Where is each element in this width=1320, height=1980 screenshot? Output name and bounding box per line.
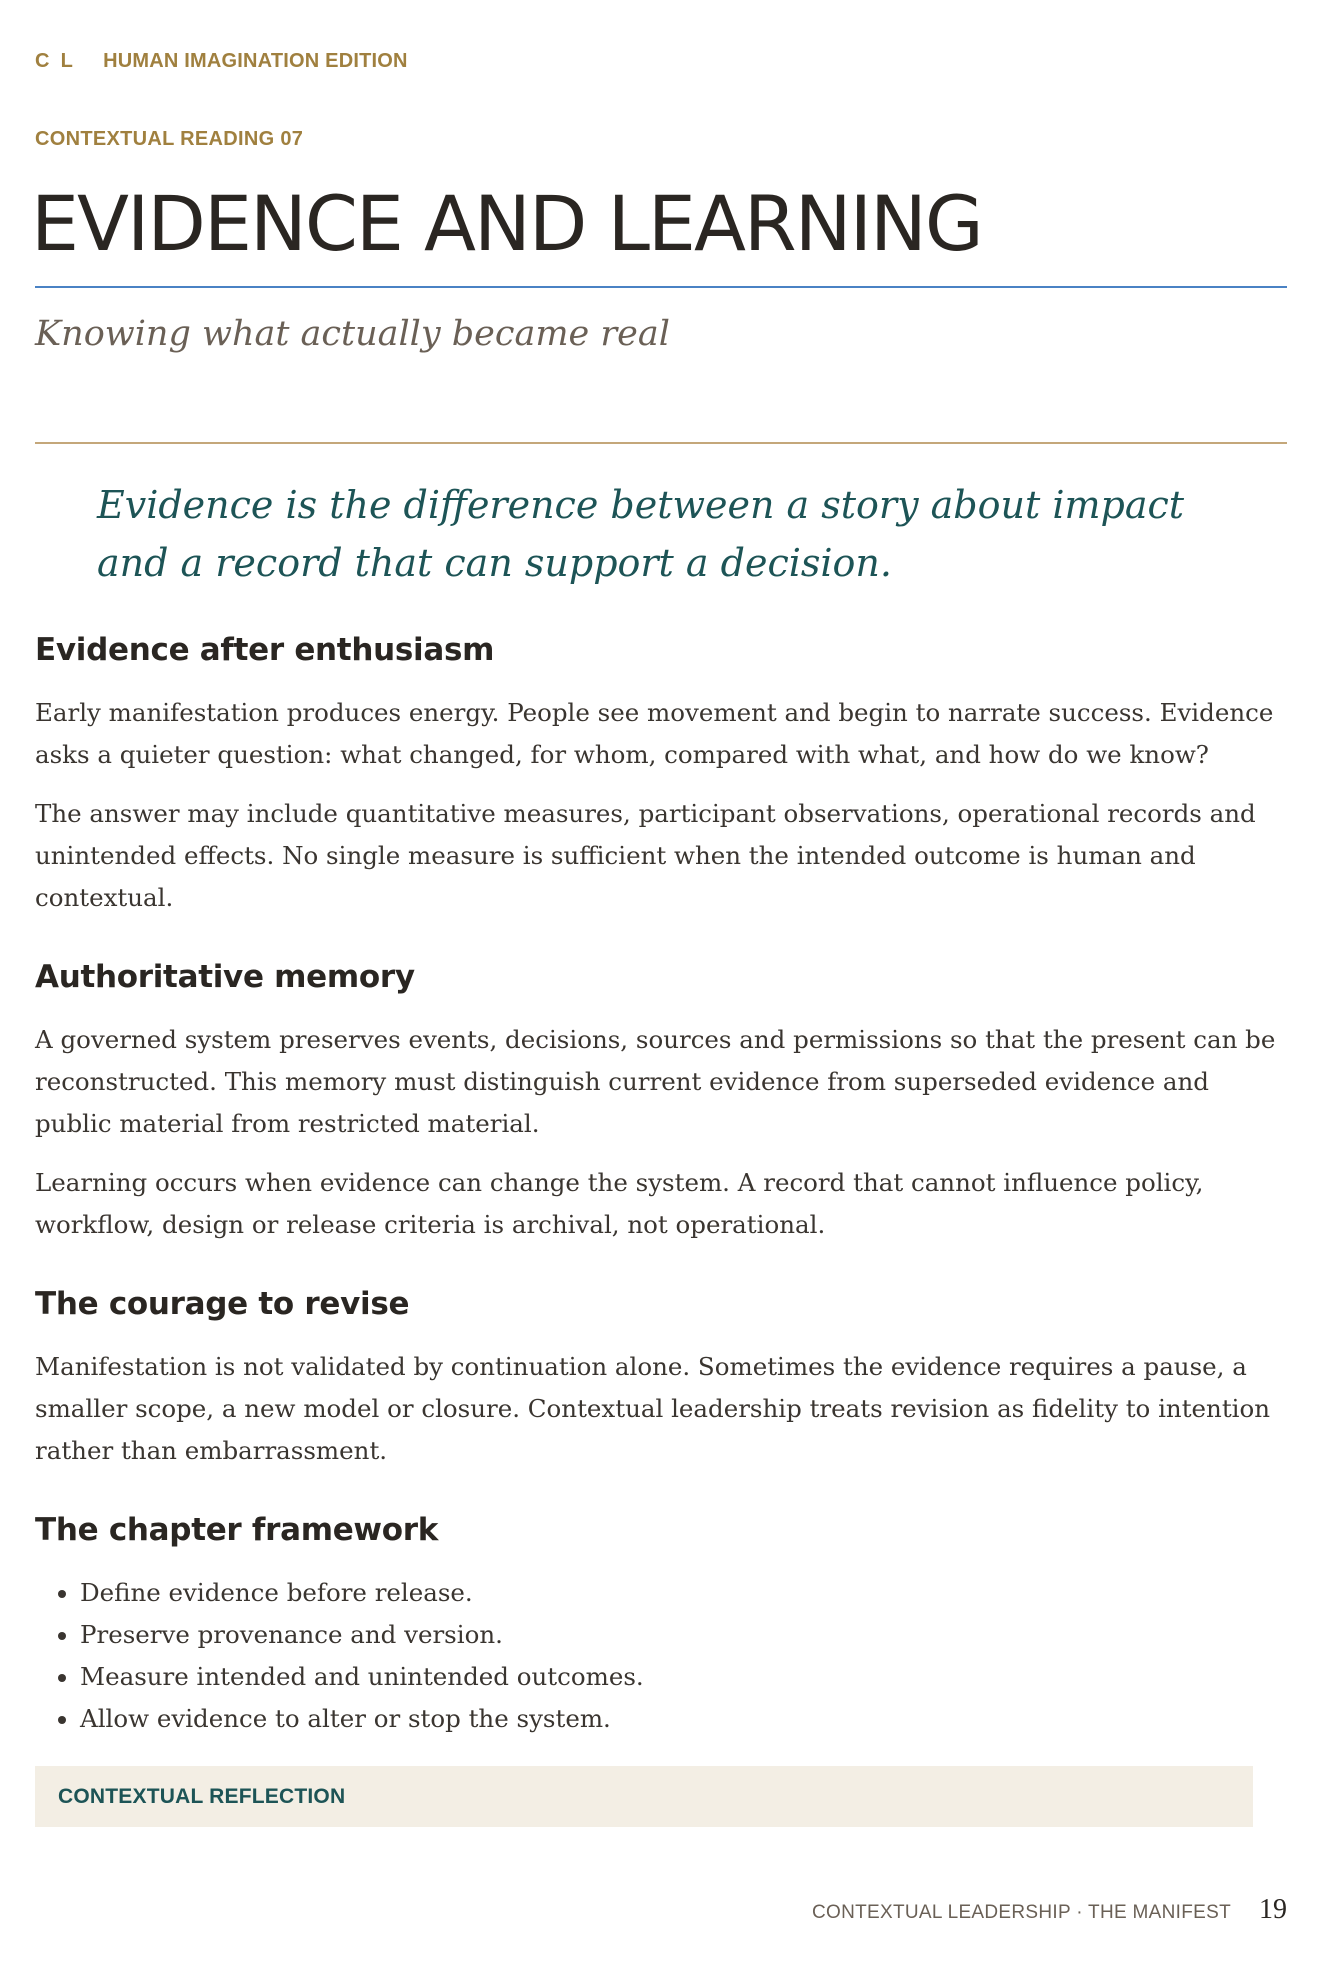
page-subtitle: Knowing what actually became real [35,314,670,354]
logo-letter-l: L [60,50,74,72]
document-page [31,0,1287,1980]
reading-kicker: CONTEXTUAL READING 07 [35,128,304,150]
paragraph: Learning occurs when evidence can change the system. A record that cannot influence policy, workflow, design or release criteria is archival, not operational. [35,1168,1204,1239]
list-item: • Measure intended and unintended outcomes. [80,1656,1287,1698]
page-footer [812,1894,1287,1926]
reflection-box [35,1766,1253,1827]
logo-mark [35,50,73,73]
framework-list [35,1572,1287,1740]
section-divider [35,442,1287,444]
section-heading: The courage to revise [35,1286,410,1322]
section-heading: Authoritative memory [35,959,415,995]
list-item: • Define evidence before release. [80,1572,1287,1614]
edition-label: HUMAN IMAGINATION EDITION [103,50,408,72]
paragraph: The answer may include quantitative measures, participant observations, operational records and unintended effects. No single measure is sufficient when the intended outcome is human and contextual. [35,799,1256,912]
section-heading: The chapter framework [35,1512,439,1548]
footer-running-title: CONTEXTUAL LEADERSHIP · THE MANIFEST [811,1902,1231,1923]
reflection-label: CONTEXTUAL REFLECTION [58,1784,346,1808]
paragraph: Early manifestation produces energy. People see movement and begin to narrate success. Evidence asks a quieter question: what changed, for whom, compared with what, and how do we know? [35,698,1274,769]
section-evidence-after-enthusiasm [35,630,1287,919]
article-body [35,630,1287,1740]
section-heading: Evidence after enthusiasm [35,632,495,668]
title-divider [35,286,1287,288]
section-chapter-framework [35,1510,1287,1740]
running-header [35,50,408,73]
list-item: • Allow evidence to alter or stop the system. [80,1698,1287,1740]
page-number: 19 [1259,1894,1287,1925]
paragraph: A governed system preserves events, decisions, sources and permissions so that the present can be reconstructed. This memory must distinguish current evidence from superseded evidence and public material from restricted material. [35,1025,1276,1138]
list-item: • Preserve provenance and version. [80,1614,1287,1656]
page-title: EVIDENCE AND LEARNING [31,179,982,268]
section-courage-to-revise [35,1284,1287,1472]
pull-quote: Evidence is the difference between a story about impact and a record that can support a decision. [97,483,1185,585]
section-authoritative-memory [35,957,1287,1246]
logo-letter-c: C [35,50,50,72]
paragraph: Manifestation is not validated by continuation alone. Sometimes the evidence requires a pause, a smaller scope, a new model or closure. Contextual leadership treats revision as fidelity to intention rather than embarrassment. [35,1352,1271,1465]
